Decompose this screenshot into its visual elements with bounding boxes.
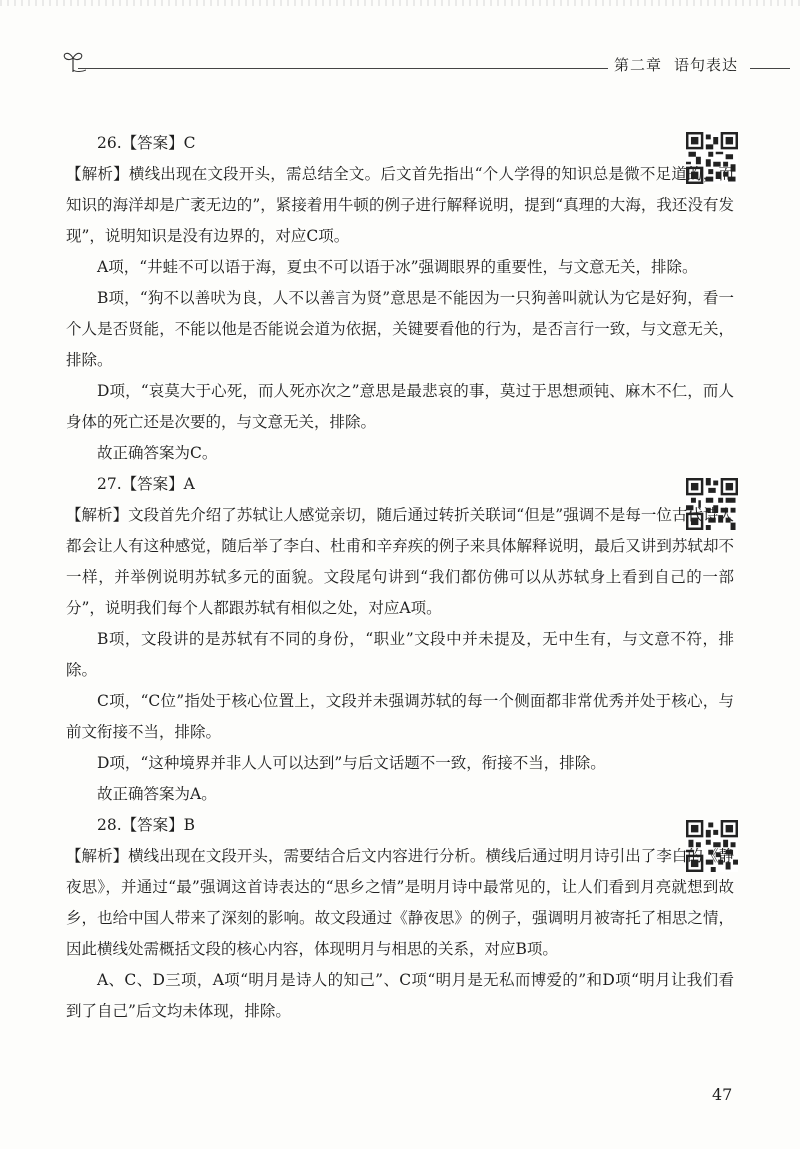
answer-27-title: 27.【答案】A: [97, 475, 195, 493]
answer-26-title: 26.【答案】C: [97, 134, 196, 152]
answer-26-analysis: 【解析】横线出现在文段开头，需总结全文。后文首先指出“个人学得的知识总是微不足道的，而知识的海洋却是广袤无边的”，紧接着用牛顿的例子进行解释说明，提到“真理的大海，我还没有发现”，说明知识是没有边界的，对应C项。: [66, 165, 734, 245]
header-rule-end: [750, 68, 790, 69]
answer-27-analysis: 【解析】文段首先介绍了苏轼让人感觉亲切，随后通过转折关联词“但是”强调不是每一位古代诗人都会让人有这种感觉，随后举了李白、杜甫和辛弃疾的例子来具体解释说明，最后又讲到苏轼却不一样，并举例说明苏轼多元的面貌。文段尾句讲到“我们都仿佛可以从苏轼身上看到自己的一部分”，说明我们每个人都跟苏轼有相似之处，对应A项。: [66, 506, 734, 617]
page-header: [60, 48, 760, 78]
answer-27-option-c: C项，“C位”指处于核心位置上，文段并未强调苏轼的每一个侧面都非常优秀并处于核心，与前文衔接不当，排除。: [66, 692, 734, 741]
answer-26-option-a: A项，“井蛙不可以语于海，夏虫不可以语于冰”强调眼界的重要性，与文意无关，排除。: [97, 258, 698, 276]
answer-28-title: 28.【答案】B: [97, 816, 196, 834]
answer-28-analysis: 【解析】横线出现在文段开头，需要结合后文内容进行分析。横线后通过明月诗引出了李白的《静夜思》，并通过“最”强调这首诗表达的“思乡之情”是明月诗中最常见的，让人们看到月亮就想到故乡，也给中国人带来了深刻的影响。故文段通过《静夜思》的例子，强调明月被寄托了相思之情，因此横线处需概括文段的核心内容，体现明月与相思的关系，对应B项。: [66, 847, 734, 958]
sprout-icon: [60, 48, 86, 74]
answer-28-options: A、C、D三项，A项“明月是诗人的知己”、C项“明月是无私而博爱的”和D项“明月让我们看到了自己”后文均未体现，排除。: [66, 971, 734, 1020]
chapter-title: 语句表达: [674, 56, 739, 74]
answer-27-option-b: B项，文段讲的是苏轼有不同的身份，“职业”文段中并未提及，无中生有，与文意不符，排除。: [66, 630, 734, 679]
chapter-heading: [608, 54, 756, 75]
answer-27-conclusion: 故正确答案为A。: [97, 785, 217, 803]
scan-noise: [0, 0, 800, 6]
header-rule: [78, 68, 658, 69]
answer-26-option-b: B项，“狗不以善吠为良，人不以善言为贤”意思是不能因为一只狗善叫就认为它是好狗，看一个人是否贤能，不能以他是否能说会道为依据，关键要看他的行为，是否言行一致，与文意无关，排除。: [66, 289, 734, 369]
answer-content: [66, 128, 734, 1027]
answer-26-option-d: D项，“哀莫大于心死，而人死亦次之”意思是最悲哀的事，莫过于思想顽钝、麻木不仁，而人身体的死亡还是次要的，与文意无关，排除。: [66, 382, 734, 431]
answer-27-option-d: D项，“这种境界并非人人可以达到”与后文话题不一致，衔接不当，排除。: [97, 754, 606, 772]
answer-26-conclusion: 故正确答案为C。: [97, 444, 218, 462]
page-number: 47: [712, 1085, 733, 1104]
chapter-number: 第二章: [614, 56, 663, 74]
